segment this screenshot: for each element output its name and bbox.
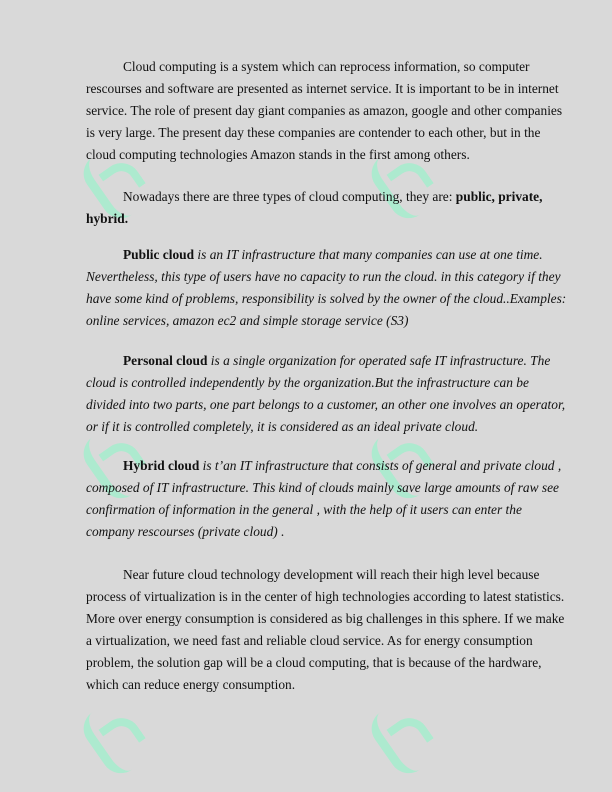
public-cloud-heading: Public cloud <box>123 247 195 262</box>
hybrid-cloud-text: is t’an IT infrastructure that consists of general and private cloud , composed of IT infrastructure. This kind of clouds mainly save large amounts of raw see confirmation of information in the general , with the help of it users can enter the company rescourses (private cloud) . <box>86 458 562 539</box>
watermark-logo-icon <box>364 699 439 781</box>
paragraph-near-future: Near future cloud technology development will reach their high level because process of virtualization is in the center of high technologies according to latest statistics. More over energy consumption is considered as big challenges in this sphere. If we make a virtualization, we need fast and reliable cloud service. As for energy consumption problem, the solution gap will be a cloud computing, that is because of the hardware, which can reduce energy consumption. <box>86 567 565 692</box>
public-cloud-text: is an IT infrastructure that many companies can use at one time. Nevertheless, this type of users have no capacity to run the cloud. in this category if they have some kind of problems, responsibility is solved by the owner of the cloud..Examples: online services, amazon ec2 and simple storage service (S3) <box>86 247 567 328</box>
paragraph-personal-cloud <box>86 350 570 438</box>
personal-cloud-text: is a single organization for operated safe IT infrastructure. The cloud is controlled independently by the organization.But the infrastructure can be divided into two parts, one part belongs to a customer, an other one involves an operator, or if it is controlled completely, it is considered as an ideal private cloud. <box>86 353 566 434</box>
paragraph-cloud-types <box>86 186 570 230</box>
hybrid-cloud-heading: Hybrid cloud <box>123 458 200 473</box>
watermark-logo-icon <box>76 699 151 781</box>
cloud-types-list: public, private, hybrid. <box>86 189 543 226</box>
paragraph-hybrid-cloud <box>86 455 570 543</box>
paragraph-intro: Cloud computing is a system which can reprocess information, so computer rescourses and software are presented as internet service. It is important to be in internet service. The role of present day giant companies as amazon, google and other companies is very large. The present day these companies are contender to each other, but in the cloud computing technologies Amazon stands in the first among others. <box>86 59 563 162</box>
personal-cloud-heading: Personal cloud <box>123 353 208 368</box>
cloud-types-intro: Nowadays there are three types of cloud computing, they are: <box>123 189 456 204</box>
paragraph-public-cloud <box>86 244 570 332</box>
